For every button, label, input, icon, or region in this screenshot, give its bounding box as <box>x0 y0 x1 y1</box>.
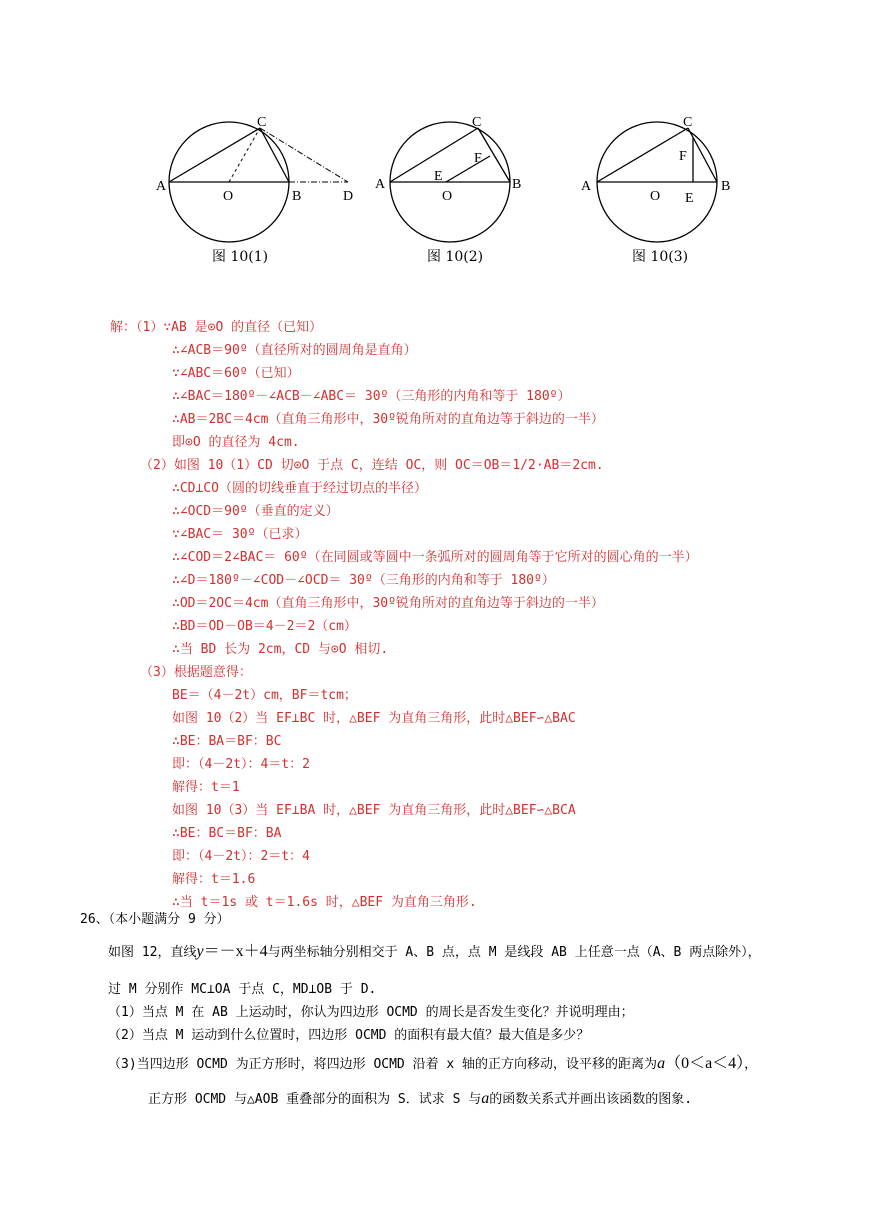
solution-line: 解：（1）∵AB 是⊙O 的直径（已知） <box>110 320 323 335</box>
variable-a-2: a <box>481 1090 490 1107</box>
solution-line: ∴BD＝OD－OB＝4－2＝2（cm） <box>172 619 357 634</box>
solution-line: 如图 10（2）当 EF⊥BC 时，△BEF 为直角三角形，此时△BEF∽△BAC <box>172 711 576 726</box>
caption-10-3: 图 10(3) <box>632 249 689 265</box>
label-f: F <box>679 149 687 164</box>
solution-line: ∴BE：BC＝BF：BA <box>172 826 282 841</box>
label-c: C <box>472 115 482 130</box>
solution-line: ∴当 t＝1s 或 t＝1.6s 时，△BEF 为直角三角形. <box>172 895 477 910</box>
solution-line: 即：（4－2t）：4＝t：2 <box>172 757 310 772</box>
label-b: B <box>721 179 731 194</box>
solution-line: ∵∠ABC＝60º（已知） <box>172 366 300 381</box>
solution-line: ∴∠D＝180º－∠COD－∠OCD＝ 30º（三角形的内角和等于 180º） <box>172 573 555 588</box>
question-3-text-b1: 正方形 OCMD 与△AOB 重叠部分的面积为 S．试求 S 与 <box>148 1092 482 1107</box>
label-d: D <box>343 189 354 204</box>
intro-text-b: 与两坐标轴分别相交于 A、B 点，点 M 是线段 AB 上任意一点（A、B 两点除外）， <box>267 945 761 960</box>
solution-line: ∵∠BAC＝ 30º（已求） <box>172 527 308 542</box>
solution-line: （2）如图 10（1）CD 切⊙O 于点 C，连结 OC，则 OC＝OB＝1/2·AB＝2cm. <box>140 458 604 473</box>
solution-line: ∴∠OCD＝90º（垂直的定义） <box>172 504 339 519</box>
question-3-continued <box>148 1088 692 1108</box>
caption-10-1: 图 10(1) <box>212 249 269 265</box>
chord-ac <box>169 128 260 182</box>
figure-10-3 <box>575 110 750 245</box>
figures-area <box>0 0 869 280</box>
solution-line: ∴OD＝2OC＝4cm（直角三角形中，30º锐角所对的直角边等于斜边的一半） <box>172 596 604 611</box>
problem-intro <box>108 938 761 961</box>
range-a: （0＜a＜4） <box>665 1055 745 1072</box>
label-e: E <box>434 169 443 184</box>
question-3-comma: ， <box>744 1057 758 1072</box>
label-o: O <box>223 189 234 204</box>
chord-bc <box>478 128 510 182</box>
solution-line: BE＝（4－2t）cm，BF＝tcm； <box>172 688 357 703</box>
solution-line: （3）根据题意得： <box>140 665 252 680</box>
segment-ef <box>446 156 490 182</box>
solution-line: ∴AB＝2BC＝4cm（直角三角形中，30º锐角所对的直角边等于斜边的一半） <box>172 412 604 427</box>
variable-a: a <box>657 1055 666 1072</box>
solution-line: 解得：t＝1 <box>172 780 240 795</box>
problem-heading: 26、（本小题满分 9 分） <box>80 912 230 927</box>
question-3-text: （3)当四边形 OCMD 为正方形时，将四边形 OCMD 沿着 x 轴的正方向移动，设平移的距离为 <box>108 1057 658 1072</box>
intro-text-a: 如图 12，直线 <box>108 945 197 960</box>
figure-10-2 <box>370 110 540 245</box>
label-b: B <box>292 189 302 204</box>
label-c: C <box>683 115 693 130</box>
label-o: O <box>442 189 453 204</box>
label-a: A <box>581 179 592 194</box>
label-b: B <box>512 177 522 192</box>
solution-line: ∴CD⊥CO（圆的切线垂直于经过切点的半径） <box>172 481 427 496</box>
equation-y: y <box>196 943 204 960</box>
solution-line: 即：（4－2t）：2＝t：4 <box>172 849 310 864</box>
solution-line: ∴∠BAC＝180º－∠ACB－∠ABC＝ 30º（三角形的内角和等于 180º） <box>172 389 571 404</box>
caption-10-2: 图 10(2) <box>427 249 484 265</box>
problem-line-2: 过 M 分别作 MC⊥OA 于点 C，MD⊥OB 于 D. <box>108 982 377 997</box>
figure-10-1 <box>150 110 370 245</box>
question-2: （2）当点 M 运动到什么位置时，四边形 OCMD 的面积有最大值？最大值是多少？ <box>108 1028 590 1043</box>
solution-line: 即⊙O 的直径为 4cm. <box>172 435 300 450</box>
solution-line: 解得：t＝1.6 <box>172 872 256 887</box>
question-3-text-b2: 的函数关系式并画出该函数的图象. <box>489 1092 693 1107</box>
label-o: O <box>650 189 661 204</box>
label-e: E <box>685 191 694 206</box>
question-3 <box>108 1050 757 1073</box>
solution-line: ∴BE：BA＝BF：BC <box>172 734 282 749</box>
solution-line: ∴∠COD＝2∠BAC＝ 60º（在同圆或等圆中一条弧所对的圆周角等于它所对的圆心角的一半） <box>172 550 698 565</box>
tangent-cd <box>260 128 348 182</box>
label-f: F <box>474 151 482 166</box>
chord-ac <box>597 128 688 182</box>
segment-oc <box>229 128 260 182</box>
label-c: C <box>257 115 267 130</box>
solution-line: ∴当 BD 长为 2cm，CD 与⊙O 相切. <box>172 642 389 657</box>
chord-bc <box>260 128 289 182</box>
question-1: （1）当点 M 在 AB 上运动时，你认为四边形 OCMD 的周长是否发生变化？并说明理由； <box>108 1005 634 1020</box>
solution-line: ∴∠ACB＝90º（直径所对的圆周角是直角） <box>172 343 417 358</box>
chord-bc <box>688 128 717 182</box>
solution-line: 如图 10（3）当 EF⊥BA 时，△BEF 为直角三角形，此时△BEF∽△BCA <box>172 803 576 818</box>
label-a: A <box>156 179 167 194</box>
label-a: A <box>375 177 386 192</box>
equation-rest: ＝－x＋4 <box>203 943 268 960</box>
